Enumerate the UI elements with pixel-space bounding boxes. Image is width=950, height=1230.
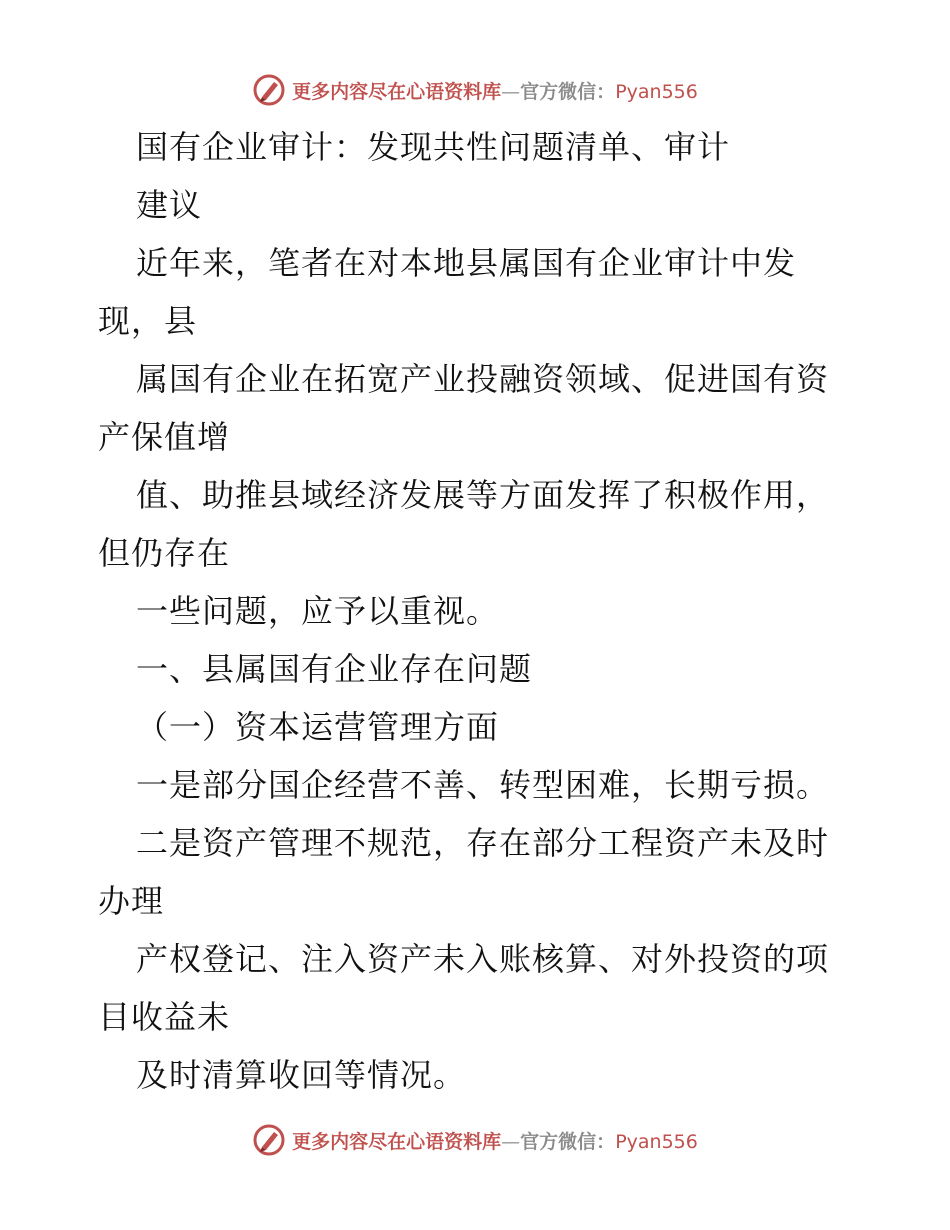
text-line: 产权登记、注入资产未入账核算、对外投资的项 — [136, 940, 830, 978]
banner-text — [292, 1127, 698, 1154]
text-line: 但仍存在 — [98, 534, 231, 572]
text-line: 一、县属国有企业存在问题 — [136, 650, 533, 688]
text-line: 办理 — [98, 882, 165, 920]
text-line: 及时清算收回等情况。 — [136, 1056, 467, 1094]
banner-wechat-id: Pyan556 — [615, 1130, 698, 1153]
text-line: 近年来，笔者在对本地县属国有企业审计中发 — [136, 244, 797, 282]
text-line: 产保值增 — [98, 418, 231, 456]
banner-brand: 更多内容尽在心语资料库 — [292, 80, 502, 103]
banner-wechat-id: Pyan556 — [615, 80, 698, 103]
text-line: 现，县 — [98, 302, 198, 340]
banner-separator: — — [501, 80, 521, 103]
footer-banner — [0, 1120, 950, 1160]
banner-separator: — — [501, 1130, 521, 1153]
banner-text — [292, 77, 698, 104]
text-line: 值、助推县域经济发展等方面发挥了积极作用， — [136, 476, 830, 514]
text-line: 目收益未 — [98, 998, 231, 1036]
text-line: 建议 — [136, 186, 203, 224]
text-line: 二是资产管理不规范，存在部分工程资产未及时 — [136, 824, 830, 862]
document-body — [98, 118, 878, 1104]
pen-logo-icon — [252, 1123, 286, 1157]
text-line: 属国有企业在拓宽产业投融资领域、促进国有资 — [136, 360, 830, 398]
banner-official-label: 官方微信： — [520, 1130, 616, 1153]
text-line: 一是部分国企经营不善、转型困难，长期亏损。 — [136, 766, 830, 804]
text-line: （一）资本运营管理方面 — [136, 708, 500, 746]
header-banner — [0, 70, 950, 110]
text-line: 国有企业审计：发现共性问题清单、审计 — [136, 128, 731, 166]
text-line: 一些问题，应予以重视。 — [136, 592, 500, 630]
banner-official-label: 官方微信： — [520, 80, 616, 103]
pen-logo-icon — [252, 73, 286, 107]
banner-brand: 更多内容尽在心语资料库 — [292, 1130, 502, 1153]
